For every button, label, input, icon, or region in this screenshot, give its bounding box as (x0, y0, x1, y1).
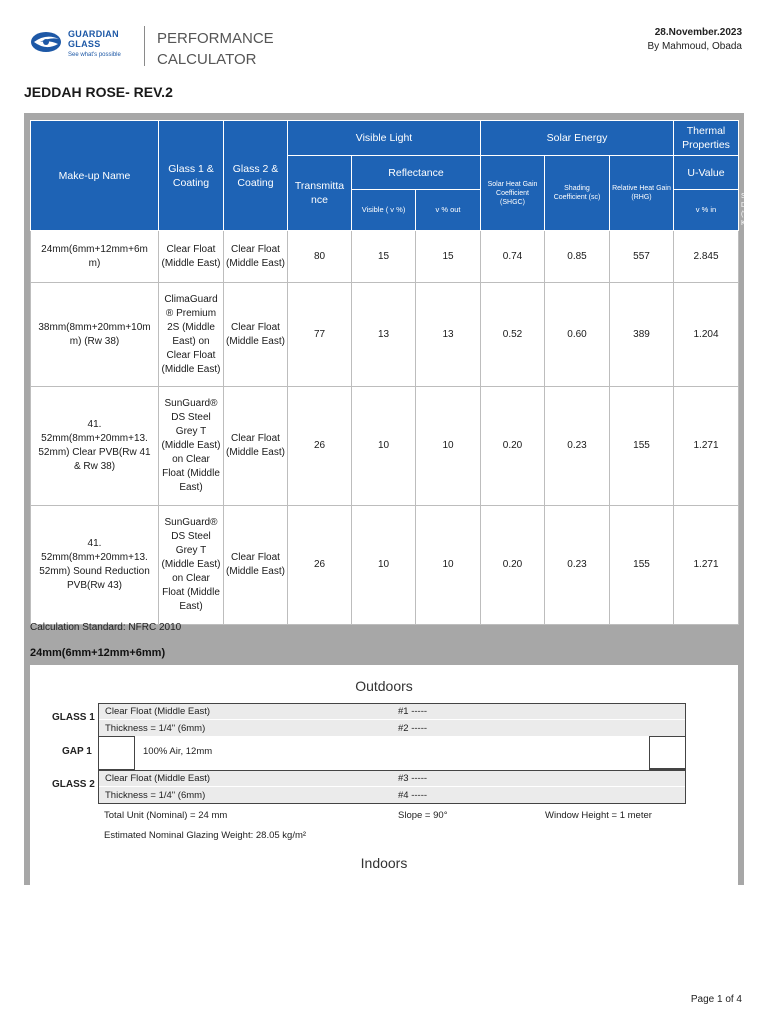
logo-tagline: See what's possible (68, 52, 121, 58)
cell-sc: 0.60 (545, 283, 610, 387)
cell-shgc: 0.20 (481, 506, 545, 625)
th-glass2: Glass 2 & Coating (224, 121, 288, 231)
glass1-label: GLASS 1 (52, 712, 95, 723)
glazing-weight: Estimated Nominal Glazing Weight: 28.05 kg/m² (104, 830, 307, 841)
slope: Slope = 90° (398, 810, 448, 821)
app-title: PERFORMANCE CALCULATOR (157, 30, 274, 68)
th-solar-energy: Solar Energy (481, 121, 674, 156)
table-row (31, 231, 739, 283)
gap1-label: GAP 1 (62, 746, 92, 757)
cell-shgc: 0.20 (481, 387, 545, 506)
cell-rhg: 389 (610, 283, 674, 387)
surface-2: #2 ----- (398, 723, 428, 734)
cell-rhg: 557 (610, 231, 674, 283)
guardian-globe-icon (30, 31, 64, 53)
unit-title: 24mm(6mm+12mm+6mm) (30, 647, 166, 659)
outdoors-label: Outdoors (355, 678, 413, 694)
cell-reflect-in: 13 (416, 283, 481, 387)
results-card (24, 113, 768, 885)
cell-glass2: Clear Float (Middle East) (224, 283, 288, 387)
cell-visible: 26 (288, 506, 352, 625)
cell-makeup-name: 38mm(8mm+20mm+10m m) (Rw 38) (31, 283, 159, 387)
logo-line1: GUARDIAN (68, 29, 119, 39)
header-divider (144, 26, 145, 66)
table-row (31, 283, 739, 387)
cell-glass1: SunGuard® DS Steel Grey T (Middle East) on Clear Float (Middle East) (159, 387, 224, 506)
cell-visible: 80 (288, 231, 352, 283)
cell-reflect-in: 15 (416, 231, 481, 283)
gap1-cavity (98, 736, 686, 771)
cell-visible: 26 (288, 387, 352, 506)
th-in-pct: v % in (674, 190, 739, 231)
cell-shgc: 0.52 (481, 283, 545, 387)
indoors-label: Indoors (360, 855, 408, 871)
cell-visible: 77 (288, 283, 352, 387)
glass2-pane (98, 770, 686, 804)
glass1-thickness: Thickness = 1/4" (6mm) (105, 723, 206, 734)
table-row (31, 387, 739, 506)
th-makeup-name: Make-up Name (31, 121, 159, 231)
guardian-logo (30, 28, 140, 66)
page-number: Page 1 of 4 (690, 994, 742, 1005)
document-title: JEDDAH ROSE- REV.2 (24, 84, 173, 100)
cell-rhg: 155 (610, 506, 674, 625)
cell-makeup-name: 41. 52mm(8mm+20mm+13. 52mm) Clear PVB(Rw 41 & Rw 38) (31, 387, 159, 506)
logo-line2: GLASS (68, 39, 101, 49)
cell-reflect-out: 10 (352, 506, 416, 625)
th-sc: Shading Coefficient (sc) (545, 156, 610, 231)
th-out-pct: v % out (416, 190, 481, 231)
spacer-right (649, 736, 685, 770)
cell-glass1: Clear Float (Middle East) (159, 231, 224, 283)
cell-rhg: 155 (610, 387, 674, 506)
cell-glass1: ClimaGuard ® Premium 2S (Middle East) on Clear Float (Middle East) (159, 283, 224, 387)
th-transmittance: Transmitta nce (288, 156, 352, 231)
glass2-thickness: Thickness = 1/4" (6mm) (105, 790, 206, 801)
cell-glass2: Clear Float (Middle East) (224, 506, 288, 625)
cell-uvalue: 2.845 (674, 231, 739, 283)
th-shgc: Solar Heat Gain Coefficient (SHGC) (481, 156, 545, 231)
cross-section-panel (30, 665, 738, 887)
report-date: 28.November.2023 (654, 27, 742, 38)
th-reflectance: Reflectance (352, 156, 481, 190)
cell-glass2: Clear Float (Middle East) (224, 387, 288, 506)
cell-uvalue: 1.204 (674, 283, 739, 387)
cell-shgc: 0.74 (481, 231, 545, 283)
th-thermal: Thermal Properties (674, 121, 739, 156)
cell-sc: 0.85 (545, 231, 610, 283)
cell-uvalue: 1.271 (674, 387, 739, 506)
cell-makeup-name: 24mm(6mm+12mm+6m m) (31, 231, 159, 283)
cell-makeup-name: 41. 52mm(8mm+20mm+13. 52mm) Sound Reduction PVB(Rw 43) (31, 506, 159, 625)
gap1-fill: 100% Air, 12mm (143, 746, 213, 757)
cell-reflect-in: 10 (416, 506, 481, 625)
cell-sc: 0.23 (545, 506, 610, 625)
cell-reflect-in: 10 (416, 387, 481, 506)
cell-reflect-out: 13 (352, 283, 416, 387)
th-rhg: Relative Heat Gain (RHG) (610, 156, 674, 231)
total-unit: Total Unit (Nominal) = 24 mm (104, 810, 228, 821)
surface-3: #3 ----- (398, 773, 428, 784)
cell-reflect-out: 15 (352, 231, 416, 283)
glass2-label: GLASS 2 (52, 779, 95, 790)
glass1-name: Clear Float (Middle East) (105, 706, 211, 717)
glass2-name: Clear Float (Middle East) (105, 773, 211, 784)
calculation-standard: Calculation Standard: NFRC 2010 (30, 622, 182, 633)
cell-glass1: SunGuard® DS Steel Grey T (Middle East) on Clear Float (Middle East) (159, 506, 224, 625)
report-author: By Mahmoud, Obada (647, 41, 742, 52)
th-uvalue: U-Value (674, 156, 739, 190)
spacer-left (99, 736, 135, 770)
cell-sc: 0.23 (545, 387, 610, 506)
cell-glass2: Clear Float (Middle East) (224, 231, 288, 283)
page-header (0, 0, 768, 80)
th-glass1: Glass 1 & Coating (159, 121, 224, 231)
th-visible-pct: Visible ( v %) (352, 190, 416, 231)
cell-uvalue: 1.271 (674, 506, 739, 625)
surface-4: #4 ----- (398, 790, 428, 801)
cell-reflect-out: 10 (352, 387, 416, 506)
th-visible-light: Visible Light (288, 121, 481, 156)
table-row (31, 506, 739, 625)
glass1-pane (98, 703, 686, 737)
performance-table: Make-up Name Glass 1 & Coating Glass 2 & Coating Visible Light Solar Energy Thermal Properties Transmitta nce Reflectance Solar Heat Gain Coefficient (SHGC) Shading Coefficient (sc) Relative Heat Gain (RHG) U-Value Visible ( v %) v % out v % in Summer Day (W/m²-K) 24mm(6mm+12mm+6m m) Clear Float (Middle East) Clear Float (Middle East) 80 15 15 0.74 0.85 557 2.845 38mm(8mm+20mm+10m m) (Rw 38) ClimaGuard ® Premium 2S (Middle East) on Clear Float (Middle East) Clear Float (Middle East) 77 13 13 0.52 0.60 389 1.204 41. 52mm(8mm+20mm+13. 52mm) Clear PVB(Rw 41 & Rw 38) SunGuard® DS Steel Grey T (Middle East) on Clear Float (Middle East) Clear Float (Middle East) 26 10 10 0.20 0.23 155 1.271 41. 52mm(8mm+20mm+13. 52mm) Sound Reduction PVB(Rw 43) SunGuard® DS Steel Grey T (Middle East) on Clear Float (Middle East) Clear Float (Middle East) 26 10 10 0.20 0.23 155 1.271 (30, 120, 739, 625)
surface-1: #1 ----- (398, 706, 428, 717)
window-height: Window Height = 1 meter (545, 810, 652, 821)
